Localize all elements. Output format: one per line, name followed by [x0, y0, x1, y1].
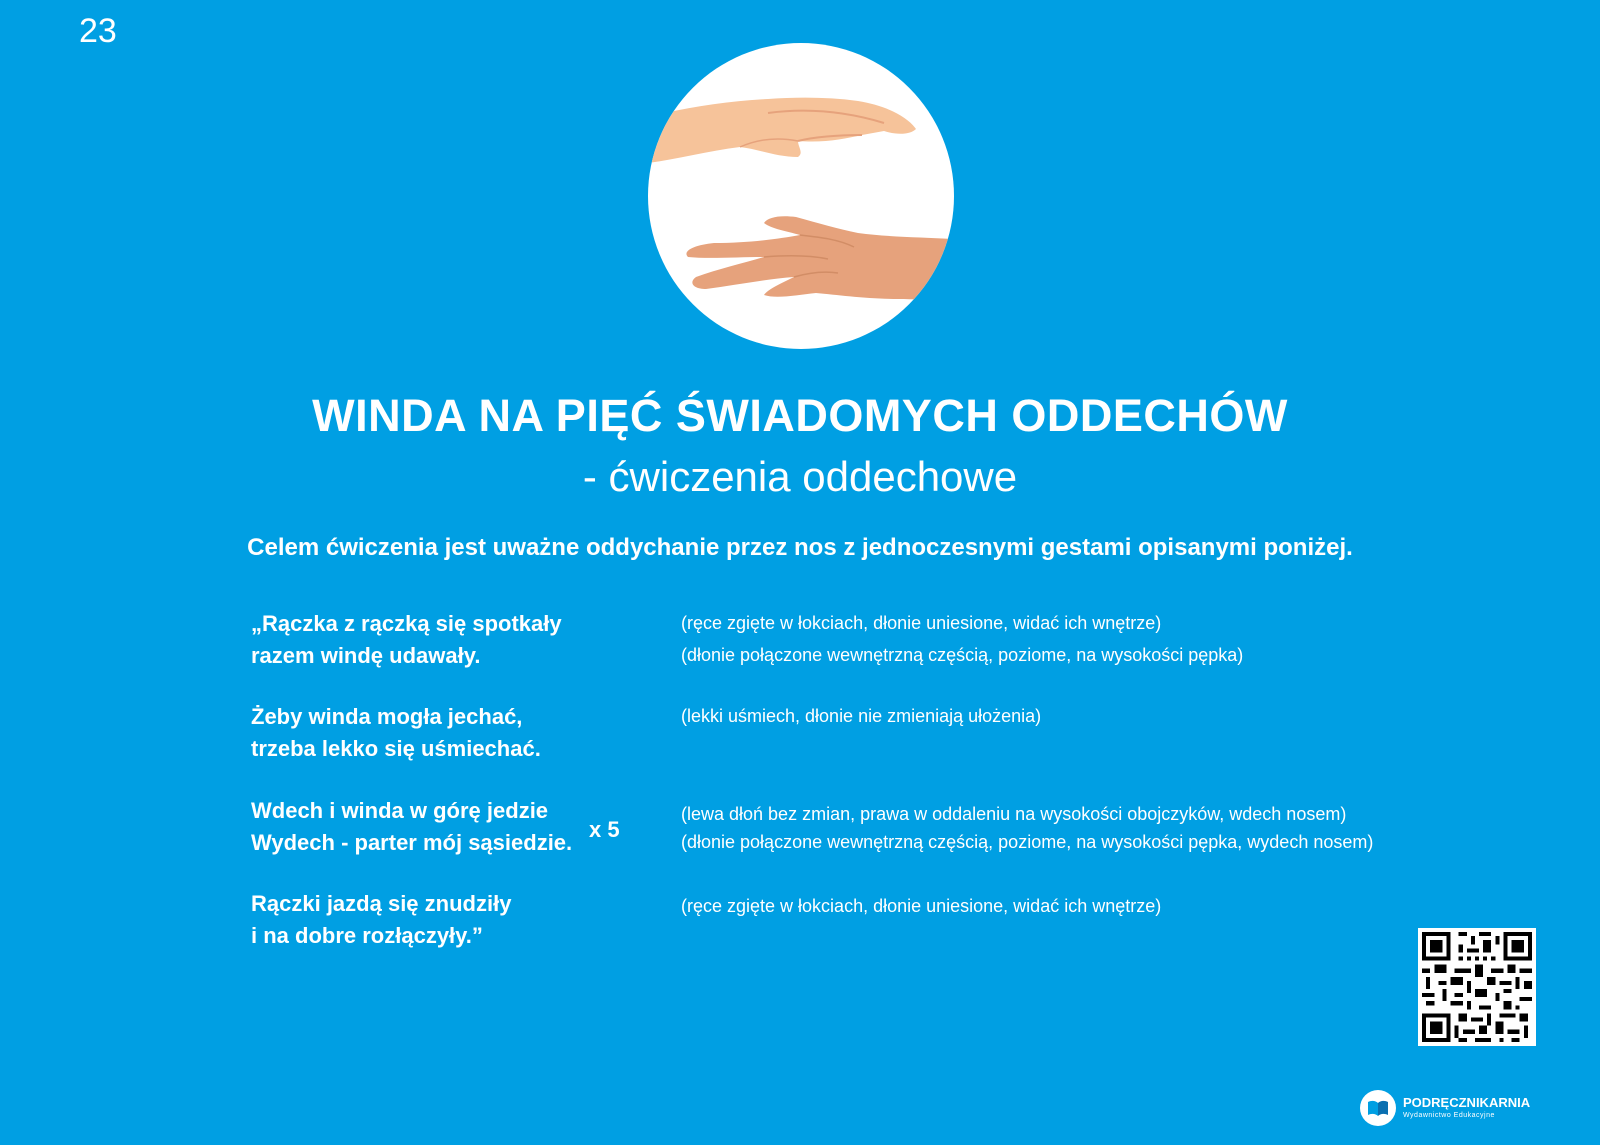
gesture-note: (lekki uśmiech, dłonie nie zmieniają ułożenia) [681, 706, 1042, 726]
stanza-4-notes [681, 892, 1161, 920]
brand-tagline: Wydawnictwo Edukacyjne [1403, 1112, 1495, 1119]
stanza-1-notes [681, 609, 1243, 669]
gesture-note: (lewa dłoń bez zmian, prawa w oddaleniu na wysokości obojczyków, wdech nosem) [681, 804, 1347, 824]
page-number: 23 [79, 12, 117, 50]
gesture-note: (ręce zgięte w łokciach, dłonie uniesione, widać ich wnętrze) [681, 613, 1162, 633]
stanza-1-verse [251, 608, 562, 672]
brand-name: PODRĘCZNIKARNIA [1403, 1095, 1531, 1110]
verse-line: Żeby winda mogła jechać, [251, 704, 523, 729]
exercise-intro: Celem ćwiczenia jest uważne oddychanie przez nos z jednoczesnymi gestami opisanymi poniżej. [247, 534, 1353, 561]
stanza-2-verse [251, 701, 541, 765]
gesture-note: (dłonie połączone wewnętrzną częścią, poziome, na wysokości pępka) [681, 645, 1244, 665]
stanza-3-verse [251, 795, 572, 859]
stanza-3-notes [681, 800, 1373, 856]
book-logo-icon [1360, 1090, 1396, 1126]
page-title: WINDA NA PIĘĆ ŚWIADOMYCH ODDECHÓW [312, 390, 1288, 441]
stanza-4-verse [251, 888, 511, 952]
verse-line: „Rączka z rączką się spotkały [251, 611, 562, 636]
verse-line: trzeba lekko się uśmiechać. [251, 736, 541, 761]
gesture-note: (ręce zgięte w łokciach, dłonie uniesione, widać ich wnętrze) [681, 896, 1162, 916]
hands-illustration [648, 43, 954, 349]
page-subtitle: - ćwiczenia oddechowe [582, 453, 1018, 500]
verse-line: Wydech - parter mój sąsiedzie. [251, 830, 573, 855]
verse-line: i na dobre rozłączyły.” [251, 923, 483, 948]
stanza-2-notes [681, 702, 1041, 730]
verse-line: razem windę udawały. [251, 643, 481, 668]
verse-line: Rączki jazdą się znudziły [251, 891, 512, 916]
verse-line: Wdech i winda w górę jedzie [251, 798, 549, 823]
gesture-note: (dłonie połączone wewnętrzną częścią, poziome, na wysokości pępka, wydech nosem) [681, 832, 1374, 852]
qr-code-icon[interactable] [1418, 928, 1536, 1046]
repeat-count: x 5 [589, 817, 620, 842]
